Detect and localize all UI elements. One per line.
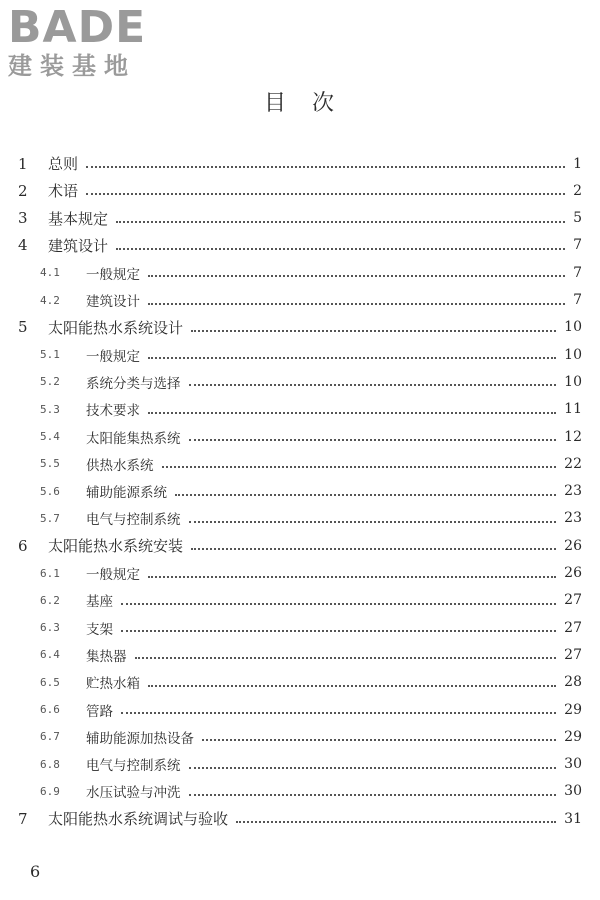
toc-leader-dots [86,192,565,195]
toc-entry-title: 供热水系统 [86,457,154,474]
toc-entry [0,287,600,314]
toc-leader-dots [189,383,556,386]
toc-entry-title: 辅助能源加热设备 [86,730,194,747]
toc-entry [0,314,600,341]
toc-leader-dots [121,629,556,632]
toc-entry-number: 6.2 [40,593,60,607]
toc-leader-dots [236,820,556,823]
toc-entry-page: 2 [573,182,582,199]
toc-entry [0,205,600,232]
bade-logo [8,2,178,84]
toc-leader-dots [148,575,556,578]
toc-entry [0,259,600,286]
logo-text-cn: 建装基地 [8,52,136,80]
toc-entry-number: 5.4 [40,430,60,443]
toc-entry [0,751,600,778]
toc-entry-number: 5.1 [40,348,60,362]
toc-entry-title: 电气与控制系统 [86,758,181,775]
toc-entry-page: 1 [573,155,582,172]
toc-entry-number: 2 [18,181,28,200]
toc-leader-dots [86,165,565,168]
toc-entry [0,805,600,832]
toc-entry-title: 太阳能热水系统安装 [48,537,184,556]
toc-entry-number: 5.6 [40,484,60,498]
toc-entry-page: 27 [564,646,582,663]
toc-entry-title: 管路 [86,703,113,720]
logo-text-en: BADE [8,2,147,53]
toc-entry-number: 6.8 [40,757,60,771]
toc-entry-title: 建筑设计 [48,236,109,255]
toc-entry-page: 11 [564,401,582,418]
toc-entry-page: 29 [564,701,582,718]
toc-entry-page: 27 [564,592,582,609]
toc-leader-dots [189,766,556,769]
toc-entry-page: 31 [564,810,582,827]
toc-entry-title: 太阳能热水系统设计 [48,318,184,337]
toc-entry-page: 7 [573,292,582,308]
toc-leader-dots [116,220,565,223]
toc-entry [0,778,600,805]
toc-leader-dots [162,465,556,468]
toc-entry-page: 29 [564,728,582,745]
toc-entry [0,423,600,450]
toc-entry-title: 术语 [48,182,79,201]
toc-entry [0,150,600,177]
toc-entry-title: 基座 [86,594,113,611]
toc-entry-number: 6.7 [40,730,60,744]
toc-entry-number: 6.9 [40,784,60,798]
toc-entry [0,723,600,750]
toc-leader-dots [121,602,556,605]
page-title: 目 次 [263,91,336,116]
toc-entry-title: 技术要求 [86,403,140,420]
toc-entry-title: 一般规定 [86,348,140,365]
toc-entry-number: 1 [18,154,28,173]
toc-entry-page: 30 [564,756,582,773]
toc-leader-dots [121,711,556,714]
toc-entry-title: 太阳能集热系统 [86,430,181,447]
toc-entry-page: 5 [573,210,582,227]
toc-entry-page: 23 [564,483,582,500]
toc-entry-title: 基本规定 [48,209,109,228]
toc-entry [0,396,600,423]
toc-leader-dots [191,329,556,332]
toc-entry-title: 水压试验与冲洗 [86,785,181,802]
toc-leader-dots [116,247,565,250]
toc-entry-title: 辅助能源系统 [86,485,167,502]
toc-entry-title: 系统分类与选择 [86,375,181,392]
toc-entry-title: 太阳能热水系统调试与验收 [48,810,229,829]
toc-entry-title: 一般规定 [86,567,140,583]
toc-leader-dots [202,738,556,741]
toc-entry-number: 4.2 [40,293,60,307]
toc-leader-dots [189,438,556,441]
toc-entry-page: 28 [564,674,582,691]
toc-entry-page: 27 [564,619,582,636]
toc-entry-page: 7 [573,264,582,281]
toc-entry-title: 集热器 [86,648,127,665]
toc-entry-page: 10 [564,346,582,363]
toc-entry-page: 7 [573,237,582,254]
toc-entry [0,478,600,505]
toc-entry [0,641,600,668]
toc-entry [0,368,600,395]
toc-entry [0,177,600,204]
toc-entry-page: 23 [564,510,582,527]
toc-entry-title: 贮热水箱 [86,676,140,693]
toc-entry [0,232,600,259]
toc-entry-number: 6.1 [40,566,60,580]
toc-leader-dots [175,493,556,496]
toc-entry-page: 26 [564,537,582,554]
toc-entry-title: 总则 [48,155,79,173]
toc-entry [0,450,600,477]
toc-entry-page: 30 [564,783,582,800]
toc-entry-title: 一般规定 [86,266,140,283]
toc-entry [0,614,600,641]
toc-entry-number: 5 [18,318,28,337]
toc-leader-dots [148,411,556,414]
toc-entry [0,696,600,723]
toc-leader-dots [148,302,565,305]
toc-leader-dots [189,793,556,796]
toc-entry-number: 5.2 [40,375,60,389]
toc-entry-number: 6.6 [40,703,60,716]
toc-entry-title: 电气与控制系统 [86,512,181,529]
toc-entry-number: 3 [18,209,28,228]
toc-entry-title: 建筑设计 [86,294,140,310]
toc-entry [0,560,600,587]
toc-leader-dots [148,274,565,277]
toc-leader-dots [148,684,556,687]
toc-entry [0,505,600,532]
toc-entry [0,587,600,614]
toc-entry-number: 6 [18,536,28,555]
page-number: 6 [30,862,41,881]
toc-entry-number: 7 [18,809,28,828]
toc-entry-page: 22 [564,455,582,472]
toc-entry-number: 5.7 [40,511,60,525]
toc-entry-page: 26 [564,565,582,581]
toc-entry-number: 4.1 [40,266,60,280]
toc-leader-dots [189,520,556,523]
toc-leader-dots [148,356,556,359]
toc-entry-number: 6.4 [40,648,60,662]
toc-entry [0,669,600,696]
toc-entry-number: 6.3 [40,621,60,635]
toc-leader-dots [135,656,556,659]
toc-entry-page: 10 [564,373,582,390]
toc-entry [0,532,600,559]
toc-entry-number: 4 [18,236,28,255]
toc-entry [0,341,600,368]
toc-entry-title: 支架 [86,621,113,638]
toc-entry-page: 12 [564,428,582,445]
toc-leader-dots [191,547,556,550]
toc-entry-number: 5.3 [40,402,60,416]
toc-entry-page: 10 [564,319,582,336]
toc-entry-number: 6.5 [40,675,60,689]
toc-entry-number: 5.5 [40,457,60,471]
